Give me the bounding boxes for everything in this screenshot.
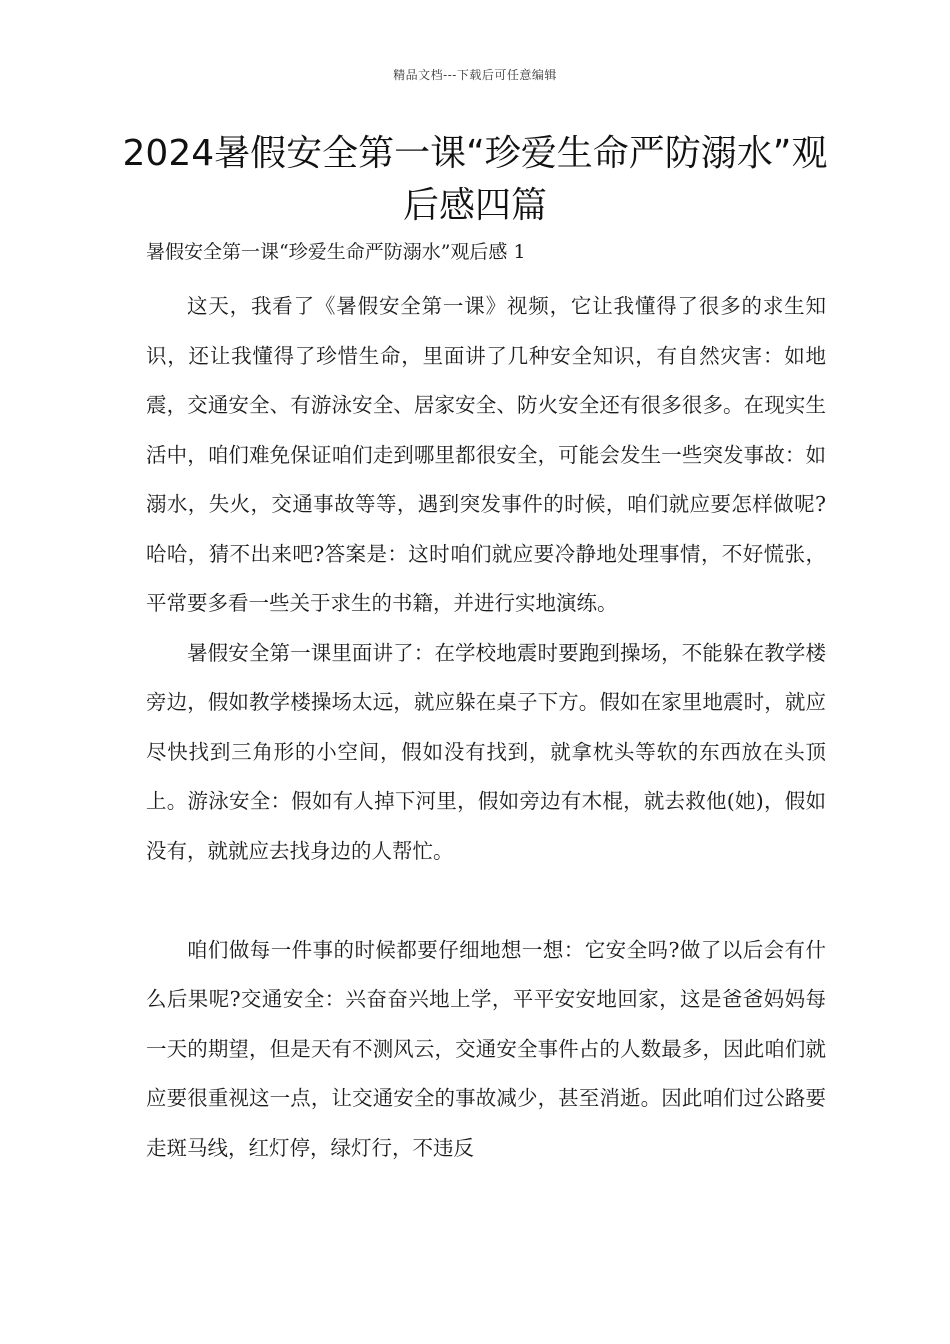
paragraph-1: 这天，我看了《暑假安全第一课》视频，它让我懂得了很多的求生知识，还让我懂得了珍惜生命，里面讲了几种安全知识，有自然灾害：如地震，交通安全、有游泳安全、居家安全、防火安全还有很多很多。在现实生活中，咱们难免保证咱们走到哪里都很安全，可能会发生一些突发事故：如溺水，失火，交通事故等等，遇到突发事件的时候，咱们就应要怎样做呢?哈哈，猜不出来吧?答案是：这时咱们就应要冷静地处理事情，不好慌张，平常要多看一些关于求生的书籍，并进行实地演练。 — [146, 294, 826, 615]
section-subtitle: 暑假安全第一课“珍爱生命严防溺水”观后感 1 — [146, 241, 526, 263]
body-text — [146, 282, 826, 1173]
paragraph-2: 暑假安全第一课里面讲了：在学校地震时要跑到操场，不能躲在教学楼旁边，假如教学楼操场太远，就应躲在桌子下方。假如在家里地震时，就应尽快找到三角形的小空间，假如没有找到，就拿枕头等软的东西放在头顶上。游泳安全：假如有人掉下河里，假如旁边有木棍，就去救他(她)，假如没有，就就应去找身边的人帮忙。 — [146, 640, 826, 863]
paragraph-3: 咱们做每一件事的时候都要仔细地想一想：它安全吗?做了以后会有什么后果呢?交通安全：兴奋奋兴地上学，平平安安地回家，这是爸爸妈妈每一天的期望，但是天有不测风云，交通安全事件占的人数最多，因此咱们就应要很重视这一点，让交通安全的事故减少，甚至消逝。因此咱们过公路要走斑马线，红灯停，绿灯行，不违反 — [146, 937, 826, 1160]
document-title: 2024暑假安全第一课“珍爱生命严防溺水”观后感四篇 — [122, 133, 828, 226]
header-note: 精品文档---下载后可任意编辑 — [393, 68, 557, 82]
paragraph-gap — [146, 876, 826, 926]
